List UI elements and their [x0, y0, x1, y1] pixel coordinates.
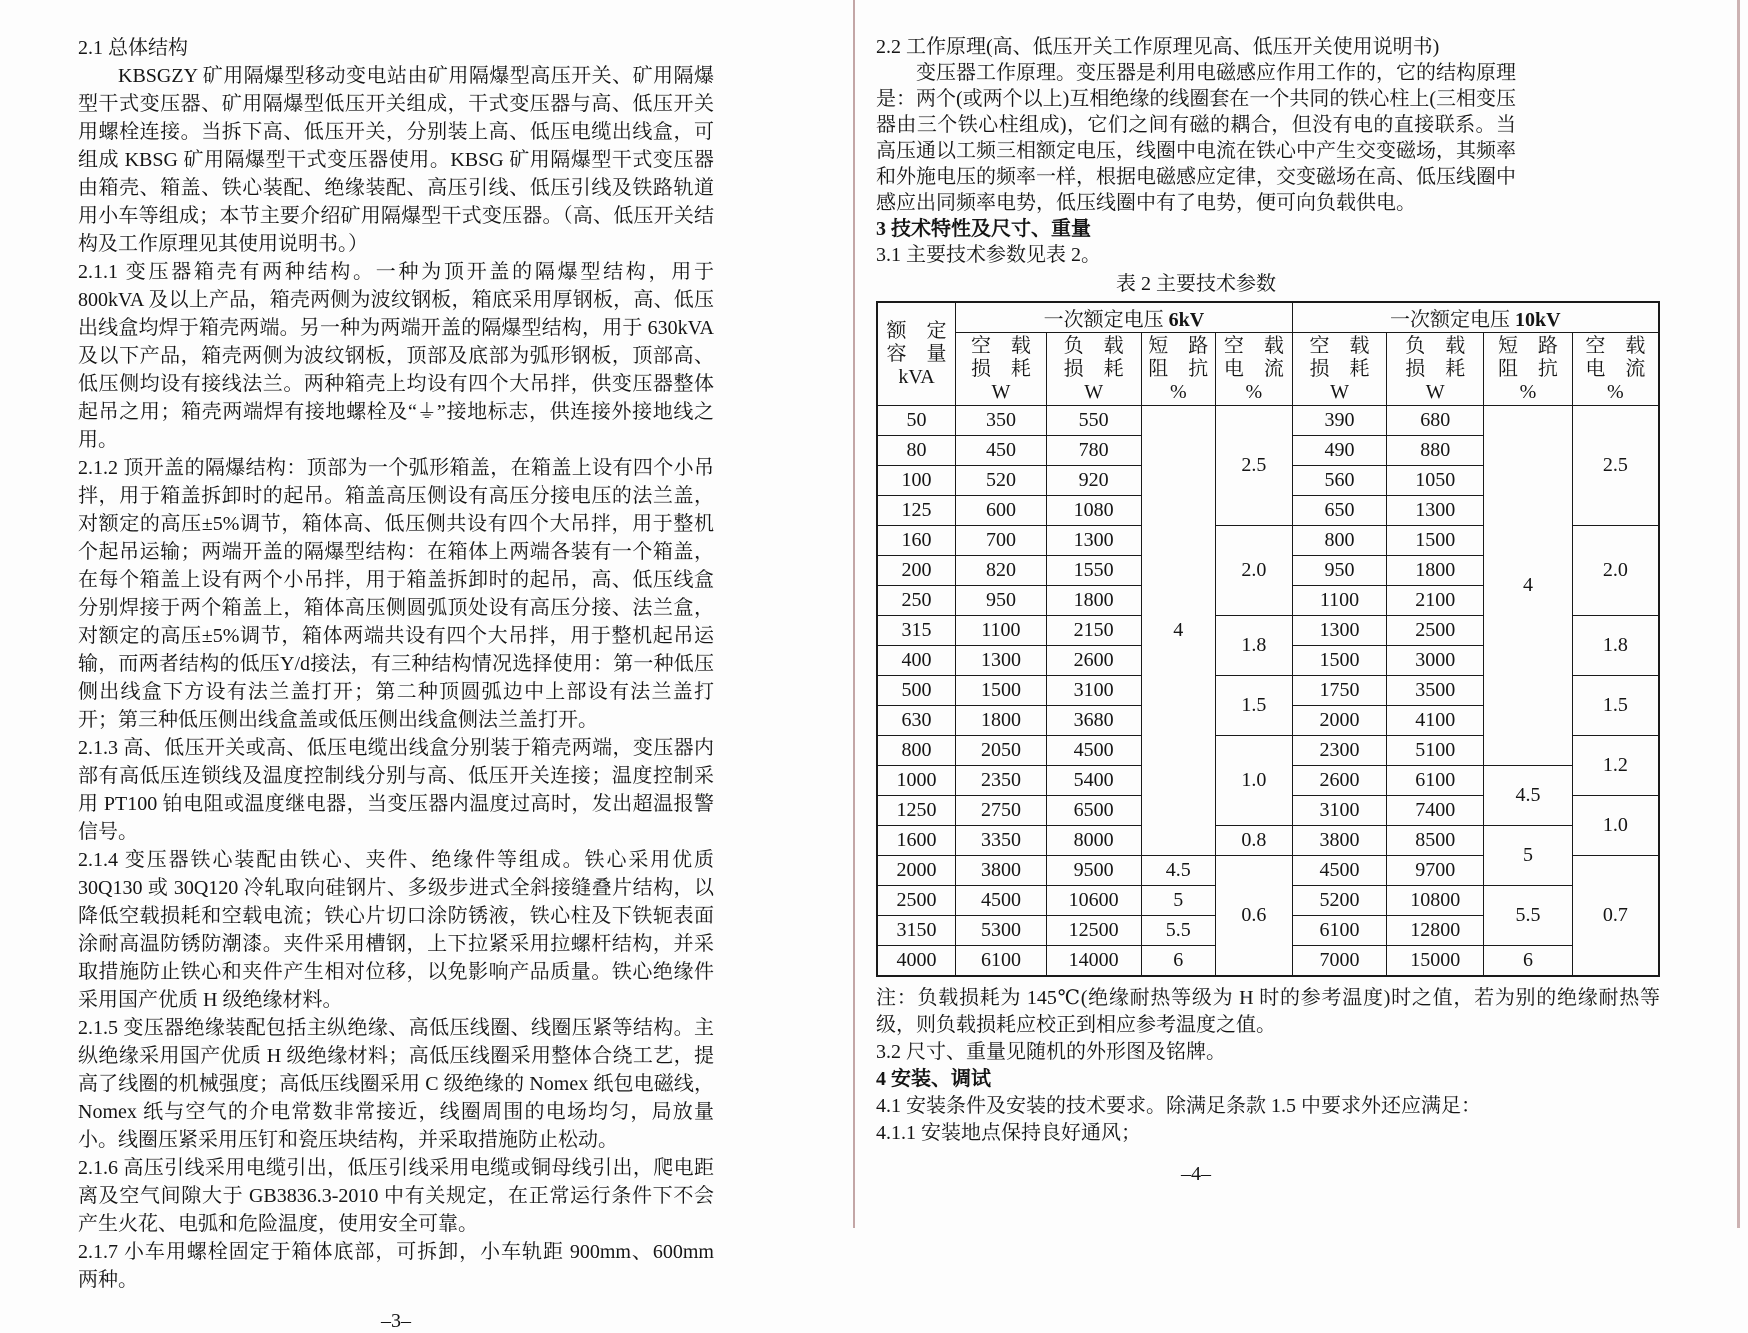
table-cell: 550	[1046, 406, 1141, 436]
header-group-10kv: 一次额定电压 10kV	[1292, 302, 1659, 333]
table-header-row-subs	[877, 333, 1659, 406]
table-cell: 0.6	[1216, 856, 1293, 977]
table-cell: 780	[1046, 436, 1141, 466]
table-cell: 10800	[1387, 886, 1484, 916]
paragraph: 2.1.4 变压器铁心装配由铁心、夹件、绝缘件等组成。铁心采用优质 30Q130 或 30Q120 冷轧取向硅钢片、多级步进式全斜接缝叠片结构，以降低空载损耗和空载电流；铁心片切口涂防锈液，铁心柱及下铁轭表面涂耐高温防锈防潮漆。夹件采用槽钢，上下拉紧采用拉螺杆结构，并采取措施防止铁心和夹件产生相对位移，以免影响产品质量。铁心绝缘件采用国产优质 H 级绝缘材料。	[78, 849, 714, 1011]
table-cell: 1300	[1046, 526, 1141, 556]
table-cell: 1050	[1387, 466, 1484, 496]
table-cell: 450	[956, 436, 1047, 466]
paragraph: 2.1.1 变压器箱壳有两种结构。一种为顶开盖的隔爆型结构，用于 800kVA 及以上产品，箱壳两侧为波纹钢板，箱底采用厚钢板，高、低压出线盒均焊于箱壳两端。另一种为两端开盖的隔爆型结构，用于 630kVA 及以下产品，箱壳两侧为波纹钢板，顶部及底部为弧形钢板，顶部高、低压侧均设有接线法兰。两种箱壳上均设有四个大吊拌，供变压器整体起吊之用；箱壳两端焊有接地螺栓及“⏚”接地标志，供连接外接地线之用。	[78, 261, 714, 451]
table-cell: 4100	[1387, 706, 1484, 736]
table-cell: 1800	[1046, 586, 1141, 616]
table-cell: 2.0	[1572, 526, 1659, 616]
table-cell: 6100	[1387, 766, 1484, 796]
table-cell: 2300	[1292, 736, 1387, 766]
table-cell: 800	[1292, 526, 1387, 556]
table-cell: 1550	[1046, 556, 1141, 586]
table-cell: 0.7	[1572, 856, 1659, 977]
table-cell: 1.8	[1572, 616, 1659, 676]
table-cell: 2350	[956, 766, 1047, 796]
table-cell: 3000	[1387, 646, 1484, 676]
table-cell: 3680	[1046, 706, 1141, 736]
paragraph: 变压器工作原理。变压器是利用电磁感应作用工作的，它的结构原理是：两个(或两个以上)互相绝缘的线圈套在一个共同的铁心柱上(三相变压器由三个铁心柱组成)，它们之间有磁的耦合，但没有电的直接联系。当高压通以工频三相额定电压，线圈中电流在铁心中产生交变磁场，其频率和外施电压的频率一样，根据电磁感应定律，交变磁场在高、低压线圈中感应出同频率电势，低压线圈中有了电势，便可向负载供电。	[876, 62, 1516, 214]
paragraph: 4 安装、调试	[876, 1068, 991, 1090]
table-cell: 7400	[1387, 796, 1484, 826]
table-cell: 520	[956, 466, 1047, 496]
paragraph: 3 技术特性及尺寸、重量	[876, 218, 1091, 240]
paragraph: 2.1.7 小车用螺栓固定于箱体底部，可拆卸，小车轨距 900mm、600mm 两种。	[78, 1241, 714, 1291]
table-cell: 2600	[1046, 646, 1141, 676]
table-cell: 560	[1292, 466, 1387, 496]
table-row	[877, 826, 1659, 856]
paragraph: 2.1 总体结构	[78, 37, 188, 59]
table-cell: 650	[1292, 496, 1387, 526]
table-cell: 5400	[1046, 766, 1141, 796]
table-cell: 250	[877, 586, 956, 616]
header-load-loss-10kv: 负 载 损 耗 W	[1387, 333, 1484, 406]
table-cell: 3100	[1292, 796, 1387, 826]
table-cell: 1500	[956, 676, 1047, 706]
table-cell: 5300	[956, 916, 1047, 946]
table-cell: 1800	[956, 706, 1047, 736]
table-cell: 1500	[1387, 526, 1484, 556]
table-cell: 1000	[877, 766, 956, 796]
table-cell: 700	[956, 526, 1047, 556]
table-cell: 1.0	[1572, 796, 1659, 856]
page-4-top-paragraphs	[876, 34, 1660, 268]
table-cell: 14000	[1046, 946, 1141, 977]
table-cell: 3500	[1387, 676, 1484, 706]
table-cell: 1.5	[1572, 676, 1659, 736]
params-table-body	[877, 406, 1659, 977]
header-noload-loss-6kv: 空 载 损 耗 W	[956, 333, 1047, 406]
table-cell: 315	[877, 616, 956, 646]
table-cell: 1.8	[1216, 616, 1293, 676]
table-cell: 500	[877, 676, 956, 706]
table-row	[877, 406, 1659, 436]
paragraph: 注：负载损耗为 145℃(绝缘耐热等级为 H 时的参考温度)时之值，若为别的绝缘耐热等级，则负载损耗应校正到相应参考温度之值。	[876, 987, 1660, 1036]
table-cell: 4.5	[1141, 856, 1216, 886]
table-cell: 2000	[877, 856, 956, 886]
table-cell: 1750	[1292, 676, 1387, 706]
header-noload-current-6kv: 空 载 电 流 %	[1216, 333, 1293, 406]
table-cell: 1800	[1387, 556, 1484, 586]
table-cell: 80	[877, 436, 956, 466]
table-cell: 7000	[1292, 946, 1387, 977]
page-3-paragraphs	[78, 34, 714, 1294]
table-cell: 950	[956, 586, 1047, 616]
table-cell: 6	[1484, 946, 1573, 977]
paragraph: 3.1 主要技术参数见表 2。	[876, 244, 1101, 266]
table-cell: 2500	[1387, 616, 1484, 646]
paragraph: 2.1.2 顶开盖的隔爆结构：顶部为一个弧形箱盖，在箱盖上设有四个小吊拌，用于箱盖拆卸时的起吊。箱盖高压侧设有高压分接电压的法兰盖，对额定的高压±5%调节，箱体高、低压侧共设有四个大吊拌，用于整机个起吊运输；两端开盖的隔爆型结构：在箱体上两端各装有一个箱盖，在每个箱盖上设有两个小吊拌，用于箱盖拆卸时的起吊，高、低压线盒分别焊接于两个箱盖上，箱体高压侧圆弧顶处设有高压分接、法兰盒，对额定的高压±5%调节，箱体两端共设有四个大吊拌，用于整机起吊运输，而两者结构的低压Y/d接法，有三种结构情况选择使用：第一种低压侧出线盒下方设有法兰盖打开；第二种顶圆弧边中上部设有法兰盖打开；第三种低压侧出线盒盖或低压侧出线盒侧法兰盖打开。	[78, 457, 714, 731]
page-edge-line	[1737, 0, 1740, 1228]
table-cell: 1100	[956, 616, 1047, 646]
table-cell: 12500	[1046, 916, 1141, 946]
table-cell: 4500	[1046, 736, 1141, 766]
table-cell: 630	[877, 706, 956, 736]
paragraph: KBSGZY 矿用隔爆型移动变电站由矿用隔爆型高压开关、矿用隔爆型干式变压器、矿用隔爆型低压开关组成，干式变压器与高、低压开关用螺栓连接。当拆下高、低压开关，分别装上高、低压电缆出线盒，可组成 KBSG 矿用隔爆型干式变压器使用。KBSG 矿用隔爆型干式变压器由箱壳、箱盖、铁心装配、绝缘装配、高压引线、低压引线及铁路轨道用小车等组成；本节主要介绍矿用隔爆型干式变压器。（高、低压开关结构及工作原理见其使用说明书。）	[78, 65, 714, 255]
table-cell: 6	[1141, 946, 1216, 977]
paragraph: 2.1.5 变压器绝缘装配包括主纵绝缘、高低压线圈、线圈压紧等结构。主纵绝缘采用国产优质 H 级绝缘材料；高低压线圈采用整体合绕工艺，提高了线圈的机械强度；高低压线圈采用 C 级绝缘的 Nomex 纸包电磁线，Nomex 纸与空气的介电常数非常接近，线圈周围的电场均匀，局放量小。线圈压紧采用压钉和瓷压块结构，并采取措施防止松动。	[78, 1017, 714, 1151]
table-cell: 800	[877, 736, 956, 766]
header-noload-current-10kv: 空 载 电 流 %	[1572, 333, 1659, 406]
table-cell: 2.5	[1572, 406, 1659, 526]
table-cell: 5200	[1292, 886, 1387, 916]
table-cell: 1300	[1387, 496, 1484, 526]
table-cell: 3150	[877, 916, 956, 946]
table-cell: 1300	[956, 646, 1047, 676]
header-load-loss-6kv: 负 载 损 耗 W	[1046, 333, 1141, 406]
paragraph: 4.1 安装条件及安装的技术要求。除满足条款 1.5 中要求外还应满足：	[876, 1095, 1481, 1117]
table-cell: 125	[877, 496, 956, 526]
table-cell: 4.5	[1484, 766, 1573, 826]
params-table	[876, 301, 1660, 977]
table-cell: 3800	[956, 856, 1047, 886]
table-cell: 6500	[1046, 796, 1141, 826]
table-cell: 5	[1484, 826, 1573, 886]
table-cell: 3800	[1292, 826, 1387, 856]
table-cell: 2150	[1046, 616, 1141, 646]
table-cell: 5.5	[1484, 886, 1573, 946]
table-cell: 920	[1046, 466, 1141, 496]
table-cell: 4	[1484, 406, 1573, 766]
table-cell: 160	[877, 526, 956, 556]
table-cell: 4000	[877, 946, 956, 977]
header-impedance-6kv: 短 路 阻 抗 %	[1141, 333, 1216, 406]
header-rated-capacity: 额 定 容 量 kVA	[877, 302, 956, 406]
table-header-row-groups	[877, 302, 1659, 333]
table-cell: 4500	[956, 886, 1047, 916]
table-cell: 1300	[1292, 616, 1387, 646]
table-cell: 1080	[1046, 496, 1141, 526]
header-impedance-10kv: 短 路 阻 抗 %	[1484, 333, 1573, 406]
table-caption: 表 2 主要技术参数	[1116, 273, 1276, 295]
header-noload-loss-10kv: 空 载 损 耗 W	[1292, 333, 1387, 406]
table-cell: 1100	[1292, 586, 1387, 616]
table-cell: 12800	[1387, 916, 1484, 946]
table-cell: 600	[956, 496, 1047, 526]
page-number-right: –4–	[1181, 1163, 1211, 1185]
paragraph: 2.1.3 高、低压开关或高、低压电缆出线盒分别装于箱壳两端，变压器内部有高低压连锁线及温度控制线分别与高、低压开关连接；温度控制采用 PT100 铂电阻或温度继电器，当变压器内温度过高时，发出超温报警信号。	[78, 737, 714, 843]
table-cell: 6100	[956, 946, 1047, 977]
table-cell: 400	[877, 646, 956, 676]
table-cell: 1.0	[1216, 736, 1293, 826]
page-4	[876, 34, 1660, 1186]
table-cell: 8500	[1387, 826, 1484, 856]
table-cell: 390	[1292, 406, 1387, 436]
table-cell: 5100	[1387, 736, 1484, 766]
paragraph: 4.1.1 安装地点保持良好通风；	[876, 1122, 1141, 1144]
paragraph: 2.1.6 高压引线采用电缆引出，低压引线采用电缆或铜母线引出，爬电距离及空气间隙大于 GB3836.3-2010 中有关规定，在正常运行条件下不会产生火花、电弧和危险温度，使用安全可靠。	[78, 1157, 714, 1235]
table-cell: 100	[877, 466, 956, 496]
table-cell: 2000	[1292, 706, 1387, 736]
table-cell: 10600	[1046, 886, 1141, 916]
table-cell: 880	[1387, 436, 1484, 466]
page-3	[78, 34, 714, 1333]
table-cell: 0.8	[1216, 826, 1293, 856]
table-cell: 50	[877, 406, 956, 436]
table-cell: 1.5	[1216, 676, 1293, 736]
table-cell: 2050	[956, 736, 1047, 766]
table-cell: 4500	[1292, 856, 1387, 886]
table-cell: 2.5	[1216, 406, 1293, 526]
table-cell: 5.5	[1141, 916, 1216, 946]
page-number-left: –3–	[381, 1310, 411, 1332]
table-cell: 200	[877, 556, 956, 586]
table-cell: 1250	[877, 796, 956, 826]
table-cell: 3100	[1046, 676, 1141, 706]
table-cell: 2500	[877, 886, 956, 916]
table-cell: 6100	[1292, 916, 1387, 946]
table-cell: 3350	[956, 826, 1047, 856]
paragraph: 3.2 尺寸、重量见随机的外形图及铭牌。	[876, 1041, 1226, 1063]
table-cell: 950	[1292, 556, 1387, 586]
table-cell: 2.0	[1216, 526, 1293, 616]
table-cell: 1500	[1292, 646, 1387, 676]
table-cell: 2600	[1292, 766, 1387, 796]
paragraph: 2.2 工作原理(高、低压开关工作原理见高、低压开关使用说明书)	[876, 36, 1440, 58]
table-cell: 15000	[1387, 946, 1484, 977]
table-cell: 2100	[1387, 586, 1484, 616]
table-cell: 350	[956, 406, 1047, 436]
table-cell: 9500	[1046, 856, 1141, 886]
table-cell: 4	[1141, 406, 1216, 856]
table-cell: 490	[1292, 436, 1387, 466]
table-cell: 5	[1141, 886, 1216, 916]
table-cell: 680	[1387, 406, 1484, 436]
page-gutter-line	[853, 0, 855, 1228]
page-4-bottom-paragraphs	[876, 985, 1660, 1147]
table-cell: 9700	[1387, 856, 1484, 886]
table-cell: 8000	[1046, 826, 1141, 856]
table-cell: 2750	[956, 796, 1047, 826]
table-cell: 820	[956, 556, 1047, 586]
table-cell: 1.2	[1572, 736, 1659, 796]
table-cell: 1600	[877, 826, 956, 856]
header-group-6kv: 一次额定电压 6kV	[956, 302, 1293, 333]
